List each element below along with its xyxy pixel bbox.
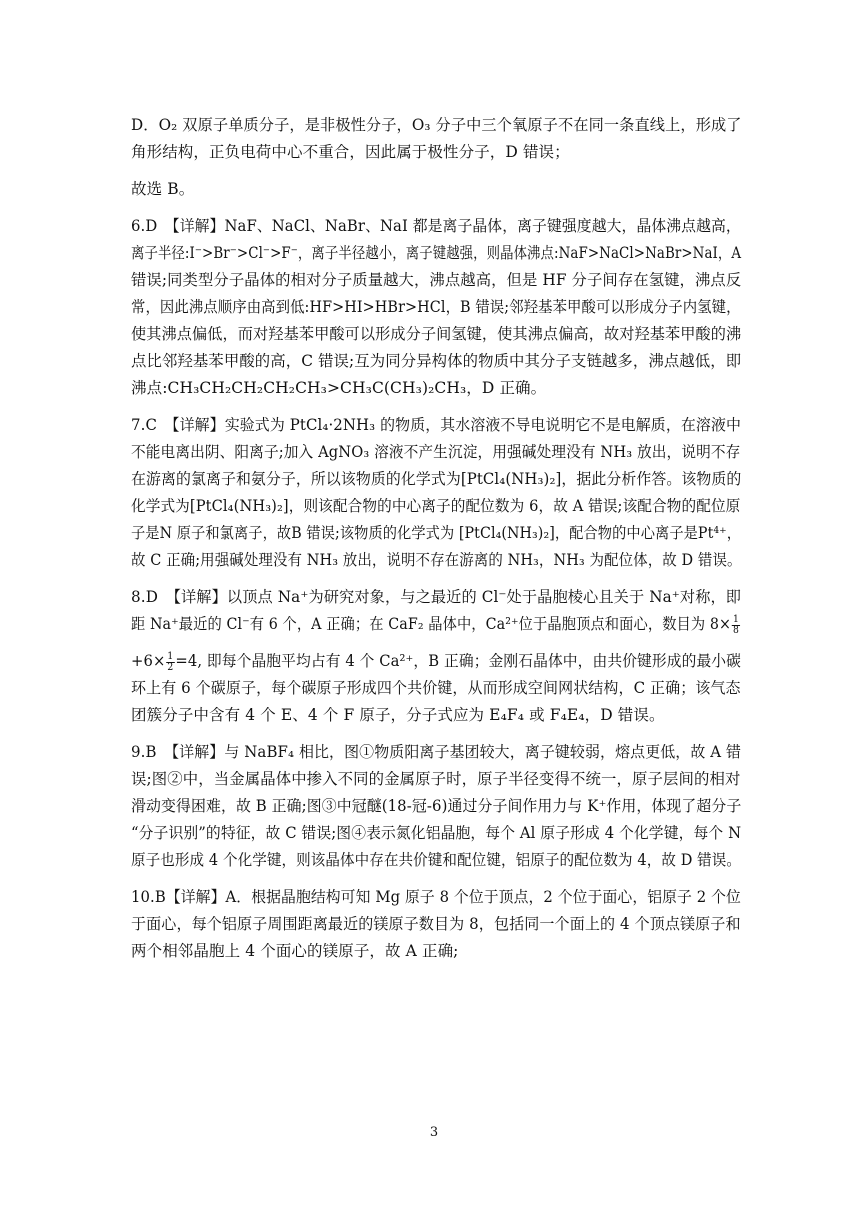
text-line xyxy=(131,648,742,675)
text-line: 团簇分子中含有 4 个 E、4 个 F 原子，分子式应为 E₄F₄ 或 F₄E₄，D 错误。 xyxy=(131,706,665,724)
text-line: 6.D 【详解】NaF、NaCl、NaBr、NaI 都是离子晶体，离子键强度越大，晶体沸点越高， xyxy=(131,217,741,235)
text-segment: 距 Na⁺最近的 Cl⁻有 6 个，A 正确；在 CaF₂ 晶体中，Ca²⁺位于晶胞顶点和面心，数目为 8× xyxy=(131,615,732,633)
text-line: 使其沸点偏低，而对羟基苯甲酸可以形成分子间氢键，使其沸点偏高，故对羟基苯甲酸的沸 xyxy=(131,325,742,343)
text-line: 在游离的氯离子和氨分子，所以该物质的化学式为[PtCl₄(NH₃)₂]，据此分析作答。该物质的 xyxy=(131,470,742,488)
text-line: D．O₂ 双原子单质分子，是非极性分子，O₃ 分子中三个氧原子不在同一条直线上，形成了 xyxy=(131,116,742,134)
paragraph-D xyxy=(131,112,741,166)
paragraph-7 xyxy=(131,412,741,574)
text-line: 错误;同类型分子晶体的相对分子质量越大，沸点越高，但是 HF 分子间存在氢键，沸点反 xyxy=(131,271,742,289)
page-number: 3 xyxy=(429,1125,439,1140)
page-body xyxy=(131,112,741,975)
text-line: 常，因此沸点顺序由高到低:HF>HI>HBr>HCl，B 错误;邻羟基苯甲酸可以形成分子内氢键， xyxy=(131,298,741,316)
text-line: 于面心，每个铝原子周围距离最近的镁原子数目为 8，包括同一个面上的 4 个顶点镁原子和 xyxy=(131,915,741,933)
text-line: 故选 B。 xyxy=(131,180,195,198)
text-line: 9.B 【详解】与 NaBF₄ 相比，图①物质阳离子基团较大，离子键较弱，熔点更低，故 A 错 xyxy=(131,743,742,761)
fraction-numerator: 1 xyxy=(167,650,174,662)
text-line: 原子也形成 4 个化学键，则该晶体中存在共价键和配位键，铝原子的配位数为 4，故 D 错误。 xyxy=(131,851,742,869)
text-line: 两个相邻晶胞上 4 个面心的镁原子，故 A 正确; xyxy=(131,942,459,960)
fraction-one-half xyxy=(166,652,174,673)
text-line: 故 C 正确;用强碱处理没有 NH₃ 放出，说明不存在游离的 NH₃，NH₃ 为配位体，故 D 错误。 xyxy=(131,551,742,569)
text-line: 角形结构，正负电荷中心不重合，因此属于极性分子，D 错误； xyxy=(131,143,570,161)
text-line: 滑动变得困难，故 B 正确;图③中冠醚(18-冠-6)通过分子间作用力与 K⁺作用，体现了超分子 xyxy=(131,797,742,815)
text-segment: =4, 即每个晶胞平均占有 4 个 Ca²⁺，B 正确；金刚石晶体中，由共价键形成的最小碳 xyxy=(175,652,742,670)
paragraph-9 xyxy=(131,739,741,874)
text-line: 子是N 原子和氯离子，故B 错误;该物质的化学式为 [PtCl₄(NH₃)₂]，配合物的中心离子是Pt⁴⁺， xyxy=(131,524,742,542)
fraction-numerator: 1 xyxy=(732,613,739,625)
text-line: 离子半径:I⁻>Br⁻>Cl⁻>F⁻，离子半径越小，离子键越强，则晶体沸点:NaF>NaCl>NaBr>NaI，A xyxy=(131,244,742,262)
fraction-denominator: 8 xyxy=(732,624,739,636)
paragraph-answer xyxy=(131,176,741,203)
fraction-one-eighth xyxy=(732,615,740,636)
text-line: 点比邻羟基苯甲酸的高，C 错误;互为同分异构体的物质中其分子支链越多，沸点越低，即 xyxy=(131,352,742,370)
paragraph-6 xyxy=(131,213,741,402)
text-segment: +6× xyxy=(131,652,166,670)
text-line xyxy=(131,611,739,638)
paragraph-10 xyxy=(131,884,741,965)
text-line: 误;图②中，当金属晶体中掺入不同的金属原子时，原子半径变得不统一，原子层间的相对 xyxy=(131,770,741,788)
paragraph-8 xyxy=(131,584,741,729)
fraction-denominator: 2 xyxy=(167,661,174,673)
text-line: 不能电离出阴、阳离子;加入 AgNO₃ 溶液不产生沉淀，用强碱处理没有 NH₃ 放出，说明不存 xyxy=(131,443,741,461)
text-line: 化学式为[PtCl₄(NH₃)₂]，则该配合物的中心离子的配位数为 6，故 A 错误;该配合物的配位原 xyxy=(131,497,741,515)
text-line: “分子识别”的特征，故 C 错误;图④表示氮化铝晶胞，每个 Al 原子形成 4 个化学键，每个 N xyxy=(131,824,742,842)
text-line: 环上有 6 个碳原子，每个碳原子形成四个共价键，从而形成空间网状结构，C 正确；该气态 xyxy=(131,679,741,697)
text-line: 10.B【详解】A．根据晶胞结构可知 Mg 原子 8 个位于顶点，2 个位于面心，铝原子 2 个位 xyxy=(131,888,741,906)
text-line: 沸点:CH₃CH₂CH₂CH₂CH₃>CH₃C(CH₃)₂CH₃，D 正确。 xyxy=(131,379,547,397)
text-line: 7.C 【详解】实验式为 PtCl₄·2NH₃ 的物质，其水溶液不导电说明它不是电解质，在溶液中 xyxy=(131,416,742,434)
text-line: 8.D 【详解】以顶点 Na⁺为研究对象，与之最近的 Cl⁻处于晶胞棱心且关于 Na⁺对称，即 xyxy=(131,588,742,606)
